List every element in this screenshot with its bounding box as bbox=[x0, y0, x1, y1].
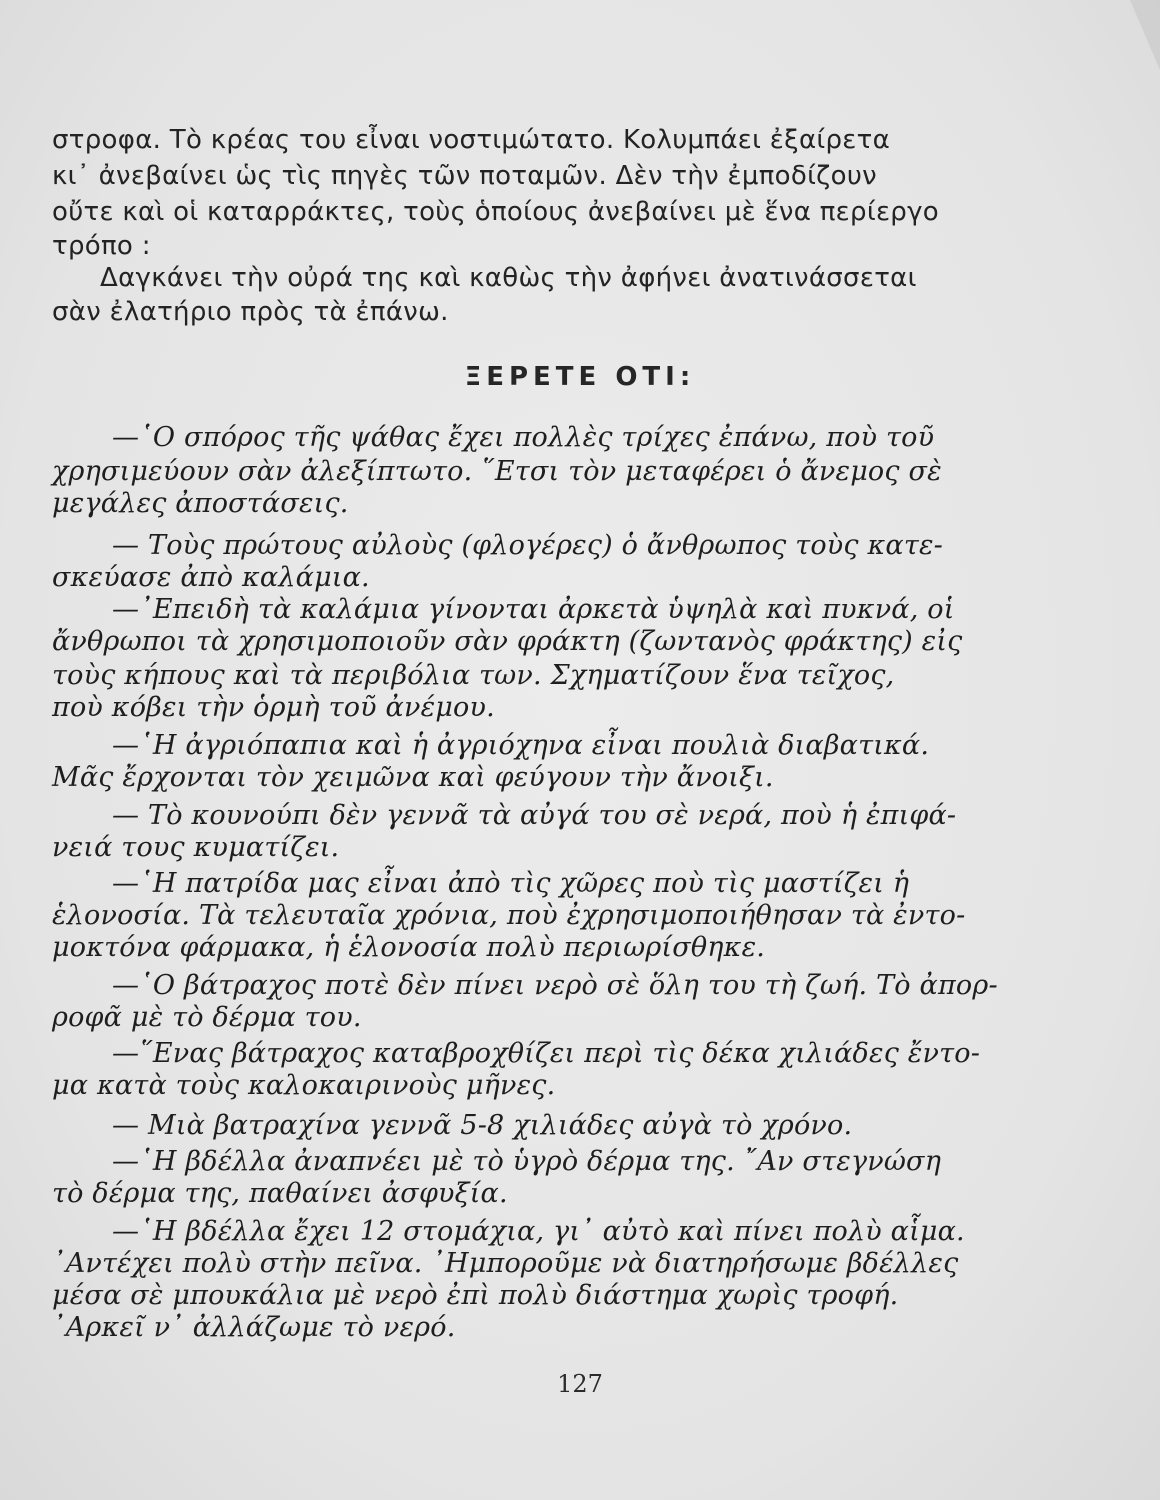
fact-line: ποὺ κόβει τὴν ὁρμὴ τοῦ ἀνέμου. bbox=[52, 692, 495, 723]
text-line: οὔτε καὶ οἱ καταρράκτες, τοὺς ὁποίους ἀνεβαίνει μὲ ἕνα περίεργο bbox=[52, 197, 939, 227]
fact-line: μοκτόνα φάρμακα, ἡ ἑλονοσία πολὺ περιωρίσθηκε. bbox=[52, 932, 766, 963]
fact-line: — Τοὺς πρώτους αὐλοὺς (φλογέρες) ὁ ἄνθρωπος τοὺς κατε- bbox=[112, 530, 944, 561]
text-line: τρόπο : bbox=[52, 231, 151, 261]
fact-line: —῾Η βδέλλα ἔχει 12 στομάχια, γι᾿ αὐτὸ καὶ πίνει πολὺ αἷμα. bbox=[112, 1216, 965, 1247]
fact-line: —῾Η ἀγριόπαπια καὶ ἡ ἀγριόχηνα εἶναι πουλιὰ διαβατικά. bbox=[112, 730, 930, 761]
fact-line: νειά τους κυματίζει. bbox=[52, 832, 340, 863]
page-number: 127 bbox=[557, 1370, 603, 1398]
fact-line: ᾿Αντέχει πολὺ στὴν πεῖνα. ᾿Ημποροῦμε νὰ διατηρήσωμε βδέλλες bbox=[52, 1248, 959, 1279]
fact-line: μέσα σὲ μπουκάλια μὲ νερὸ ἐπὶ πολὺ διάστημα χωρὶς τροφή. bbox=[52, 1280, 899, 1311]
fact-line: ἄνθρωποι τὰ χρησιμοποιοῦν σὰν φράκτη (ζωντανὸς φράκτης) εἰς bbox=[52, 626, 963, 657]
text-line: σὰν ἐλατήριο πρὸς τὰ ἐπάνω. bbox=[52, 297, 449, 327]
fact-line: —᾿Επειδὴ τὰ καλάμια γίνονται ἀρκετὰ ὑψηλὰ καὶ πυκνά, οἱ bbox=[112, 594, 955, 625]
fact-line: μα κατὰ τοὺς καλοκαιρινοὺς μῆνες. bbox=[52, 1070, 556, 1101]
section-heading: ΞΕΡΕΤΕ ΟΤΙ: bbox=[464, 362, 696, 392]
fact-line: Μᾶς ἔρχονται τὸν χειμῶνα καὶ φεύγουν τὴν ἄνοιξι. bbox=[52, 762, 774, 793]
fact-line: χρησιμεύουν σὰν ἀλεξίπτωτο. ῞Ετσι τὸν μεταφέρει ὁ ἄνεμος σὲ bbox=[52, 456, 942, 487]
page-corner-shadow bbox=[1130, 0, 1160, 70]
fact-line: ροφᾶ μὲ τὸ δέρμα του. bbox=[52, 1002, 362, 1033]
fact-line: ᾿Αρκεῖ ν᾿ ἀλλάζωμε τὸ νερό. bbox=[52, 1312, 456, 1343]
fact-line: —῾Ο βάτραχος ποτὲ δὲν πίνει νερὸ σὲ ὅλη του τὴ ζωή. Τὸ ἀπορ- bbox=[112, 970, 998, 1001]
fact-line: σκεύασε ἀπὸ καλάμια. bbox=[52, 562, 370, 593]
fact-line: — Μιὰ βατραχίνα γεννᾶ 5-8 χιλιάδες αὐγὰ τὸ χρόνο. bbox=[112, 1110, 853, 1141]
text-line: στροφα. Τὸ κρέας του εἶναι νοστιμώτατο. Κολυμπάει ἐξαίρετα bbox=[52, 125, 891, 155]
fact-line: ἑλονοσία. Τὰ τελευταῖα χρόνια, ποὺ ἐχρησιμοποιήθησαν τὰ ἐντο- bbox=[52, 900, 966, 931]
text-line: κι᾿ ἀνεβαίνει ὡς τὶς πηγὲς τῶν ποταμῶν. Δὲν τὴν ἐμποδίζουν bbox=[52, 161, 877, 191]
text-line: Δαγκάνει τὴν οὐρά της καὶ καθὼς τὴν ἀφήνει ἀνατινάσσεται bbox=[100, 263, 917, 293]
fact-line: —῾Ο σπόρος τῆς ψάθας ἔχει πολλὲς τρίχες ἐπάνω, ποὺ τοῦ bbox=[112, 422, 935, 453]
fact-line: — Τὸ κουνούπι δὲν γεννᾶ τὰ αὐγά του σὲ νερά, ποὺ ἡ ἐπιφά- bbox=[112, 800, 957, 831]
fact-line: τὸ δέρμα της, παθαίνει ἀσφυξία. bbox=[52, 1178, 508, 1209]
fact-line: —῾Η βδέλλα ἀναπνέει μὲ τὸ ὑγρὸ δέρμα της. ῎Αν στεγνώση bbox=[112, 1146, 942, 1177]
fact-line: μεγάλες ἀποστάσεις. bbox=[52, 488, 349, 519]
fact-line: —῞Ενας βάτραχος καταβροχθίζει περὶ τὶς δέκα χιλιάδες ἔντο- bbox=[112, 1038, 981, 1069]
fact-line: τοὺς κήπους καὶ τὰ περιβόλια των. Σχηματίζουν ἕνα τεῖχος, bbox=[52, 660, 895, 691]
fact-line: —῾Η πατρίδα μας εἶναι ἀπὸ τὶς χῶρες ποὺ τὶς μαστίζει ἡ bbox=[112, 868, 910, 899]
